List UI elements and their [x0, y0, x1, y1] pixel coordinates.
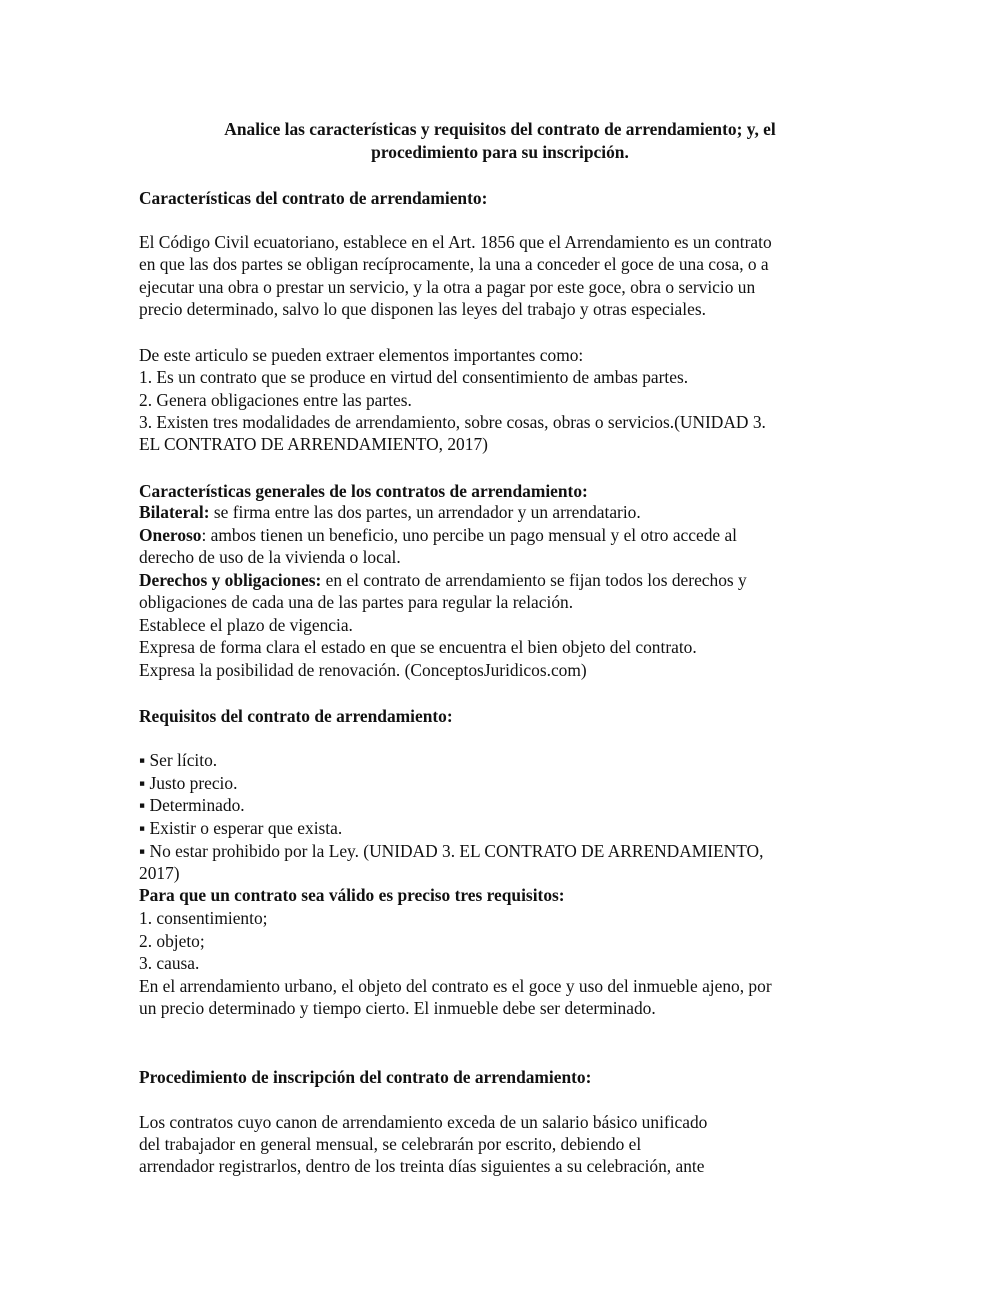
paragraph-line: arrendador registrarlos, dentro de los treinta días siguientes a su celebración, ante — [139, 1156, 705, 1176]
paragraph-line: Expresa de forma clara el estado en que se encuentra el bien objeto del contrato. — [139, 637, 697, 657]
bullet-continuation: 2017) — [139, 863, 180, 883]
list-item: 2. Genera obligaciones entre las partes. — [139, 390, 412, 410]
definition-text: en el contrato de arrendamiento se fijan todos los derechos y — [321, 570, 747, 590]
definition-bilateral — [139, 501, 641, 523]
paragraph-line: De este articulo se pueden extraer elementos importantes como: — [139, 345, 584, 365]
definition-text: se firma entre las dos partes, un arrendador y un arrendatario. — [209, 502, 641, 522]
term-derechos: Derechos y obligaciones: — [139, 570, 322, 590]
document-title-line-2: procedimiento para su inscripción. — [371, 142, 629, 162]
definition-continuation: derecho de uso de la vivienda o local. — [139, 547, 401, 567]
paragraph-line: Establece el plazo de vigencia. — [139, 615, 353, 635]
bullet-item: ▪ No estar prohibido por la Ley. (UNIDAD 3. EL CONTRATO DE ARRENDAMIENTO, — [139, 841, 764, 861]
definition-oneroso — [139, 524, 737, 546]
list-item: 3. Existen tres modalidades de arrendamiento, sobre cosas, obras o servicios.(UNIDAD 3. — [139, 412, 766, 432]
list-item: 3. causa. — [139, 953, 200, 973]
document-title-line-1: Analice las características y requisitos del contrato de arrendamiento; y, el — [224, 119, 776, 139]
bullet-item: ▪ Justo precio. — [139, 773, 238, 793]
section-heading-caracteristicas: Características del contrato de arrendamiento: — [139, 188, 488, 208]
paragraph-line: El Código Civil ecuatoriano, establece en el Art. 1856 que el Arrendamiento es un contrato — [139, 232, 772, 252]
list-item: 1. consentimiento; — [139, 908, 268, 928]
section-heading-generales: Características generales de los contratos de arrendamiento: — [139, 481, 588, 501]
bullet-item: ▪ Existir o esperar que exista. — [139, 818, 343, 838]
definition-derechos — [139, 569, 747, 591]
paragraph-line: del trabajador en general mensual, se celebrarán por escrito, debiendo el — [139, 1134, 642, 1154]
paragraph-line: un precio determinado y tiempo cierto. El inmueble debe ser determinado. — [139, 998, 656, 1018]
section-heading-requisitos: Requisitos del contrato de arrendamiento: — [139, 706, 453, 726]
paragraph-line: en que las dos partes se obligan recíprocamente, la una a conceder el goce de una cosa, o a — [139, 254, 769, 274]
term-oneroso: Oneroso — [139, 525, 202, 545]
paragraph-line: Los contratos cuyo canon de arrendamiento exceda de un salario básico unificado — [139, 1112, 708, 1132]
list-item: 2. objeto; — [139, 931, 205, 951]
term-bilateral: Bilateral: — [139, 502, 210, 522]
section-heading-procedimiento: Procedimiento de inscripción del contrato de arrendamiento: — [139, 1067, 592, 1087]
subheading-valid-requirements: Para que un contrato sea válido es preciso tres requisitos: — [139, 885, 565, 905]
list-item-continuation: EL CONTRATO DE ARRENDAMIENTO, 2017) — [139, 434, 488, 454]
definition-text: : ambos tienen un beneficio, uno percibe un pago mensual y el otro accede al — [201, 525, 738, 545]
list-item: 1. Es un contrato que se produce en virtud del consentimiento de ambas partes. — [139, 367, 689, 387]
bullet-item: ▪ Determinado. — [139, 795, 245, 815]
paragraph-line: En el arrendamiento urbano, el objeto del contrato es el goce y uso del inmueble ajeno, por — [139, 976, 772, 996]
paragraph-line: precio determinado, salvo lo que disponen las leyes del trabajo y otras especiales. — [139, 299, 706, 319]
definition-continuation: obligaciones de cada una de las partes para regular la relación. — [139, 592, 574, 612]
bullet-item: ▪ Ser lícito. — [139, 750, 218, 770]
paragraph-line: Expresa la posibilidad de renovación. (ConceptosJuridicos.com) — [139, 660, 587, 680]
paragraph-line: ejecutar una obra o prestar un servicio, y la otra a pagar por este goce, obra o servicio un — [139, 277, 756, 297]
